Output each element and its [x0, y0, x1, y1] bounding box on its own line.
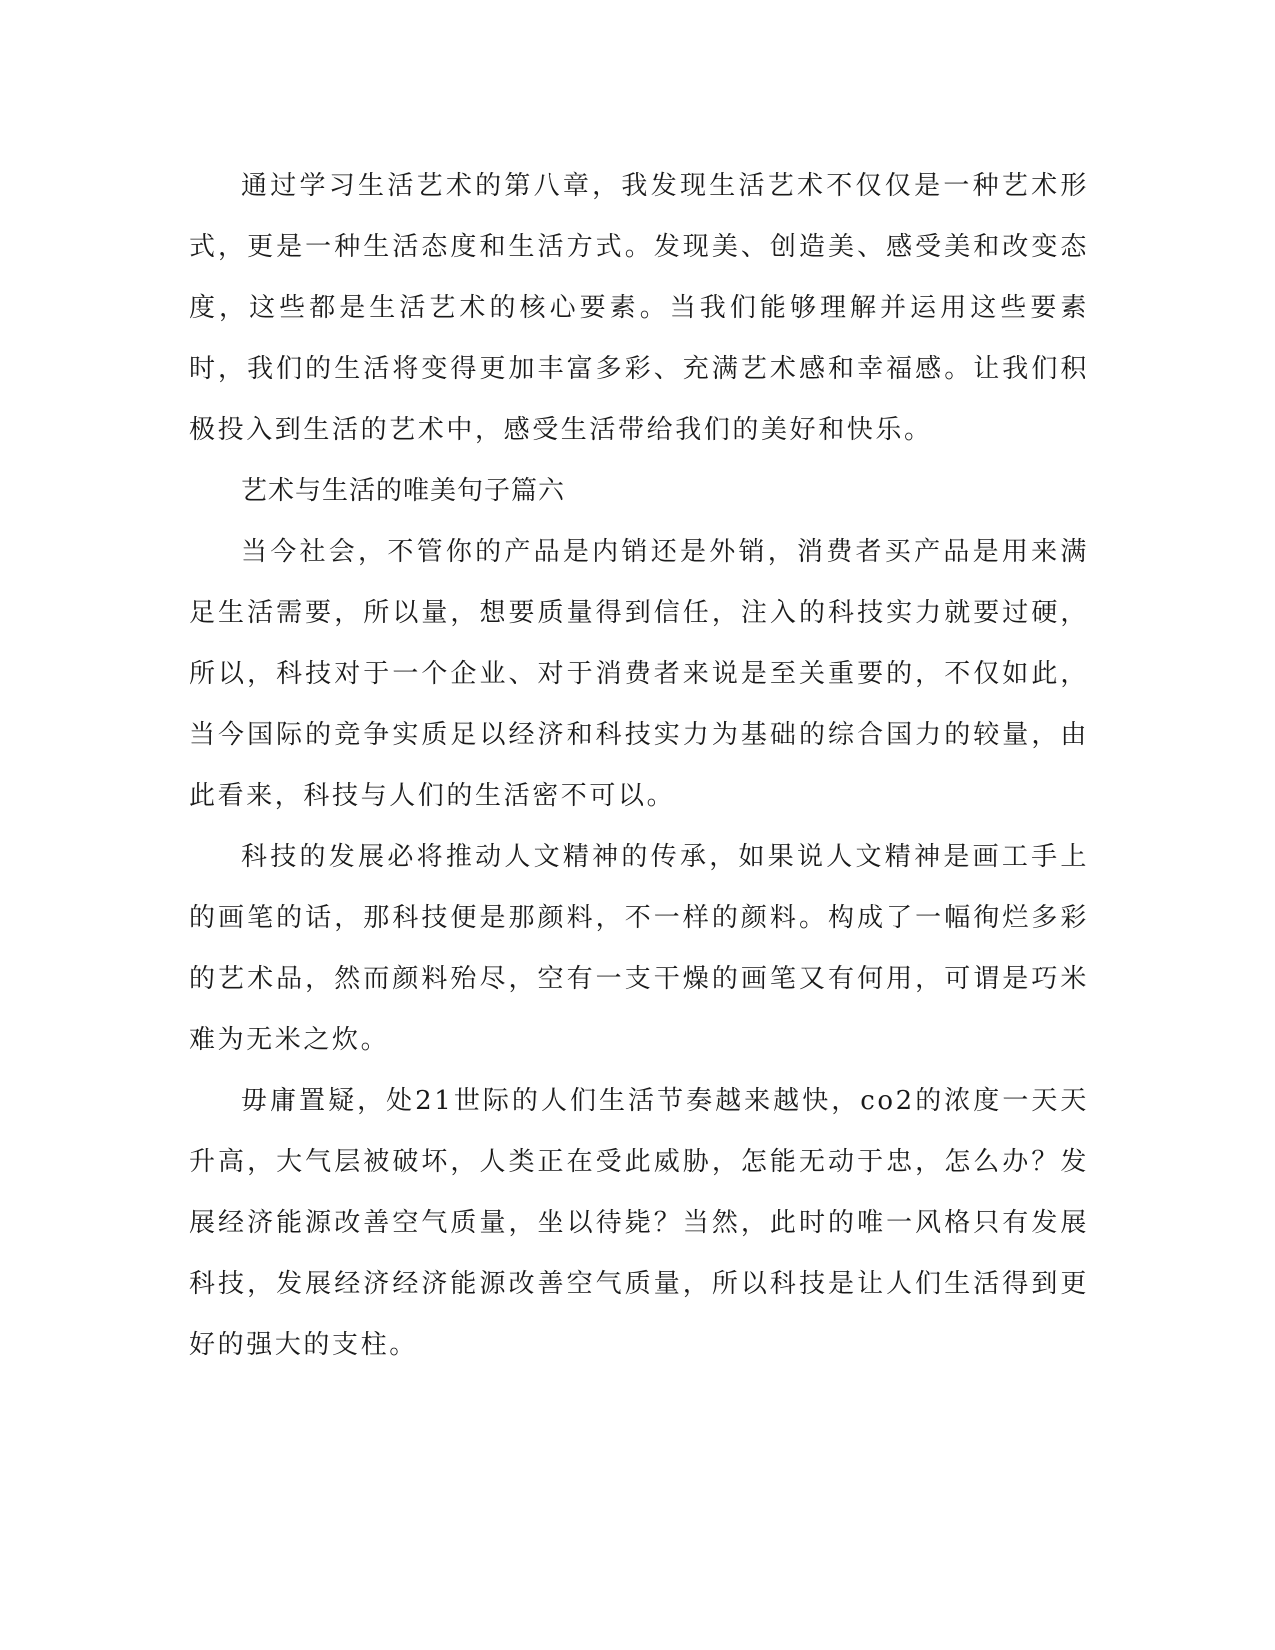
paragraph-technology-environment: 毋庸置疑，处21世际的人们生活节奏越来越快，co2的浓度一天天升高，大气层被破坏，人类正在受此威胁，怎能无动于忠，怎么办？发展经济能源改善空气质量，坐以待毙？当然，此时的唯一风格只有发展科技，发展经济经济能源改善空气质量，所以科技是让人们生活得到更好的强大的支柱。	[189, 1086, 1089, 1360]
paragraph-life-art-conclusion: 通过学习生活艺术的第八章，我发现生活艺术不仅仅是一种艺术形式，更是一种生活态度和生活方式。发现美、创造美、感受美和改变态度，这些都是生活艺术的核心要素。当我们能够理解并运用这些要素时，我们的生活将变得更加丰富多彩、充满艺术感和幸福感。让我们积极投入到生活的艺术中，感受生活带给我们的美好和快乐。	[189, 171, 1089, 445]
section-heading: 艺术与生活的唯美句子篇六	[241, 476, 566, 506]
paragraph-technology-culture: 科技的发展必将推动人文精神的传承，如果说人文精神是画工手上的画笔的话，那科技便是那颜料，不一样的颜料。构成了一幅徇烂多彩的艺术品，然而颜料殆尽，空有一支干燥的画笔又有何用，可谓是巧米难为无米之炊。	[189, 842, 1089, 1055]
paragraph-technology-society: 当今社会，不管你的产品是内销还是外销，消费者买产品是用来满足生活需要，所以量，想要质量得到信任，注入的科技实力就要过硬，所以，科技对于一个企业、对于消费者来说是至关重要的，不仅如此，当今国际的竞争实质足以经济和科技实力为基础的综合国力的较量，由此看来，科技与人们的生活密不可以。	[189, 537, 1089, 811]
document-body	[189, 156, 1089, 1376]
